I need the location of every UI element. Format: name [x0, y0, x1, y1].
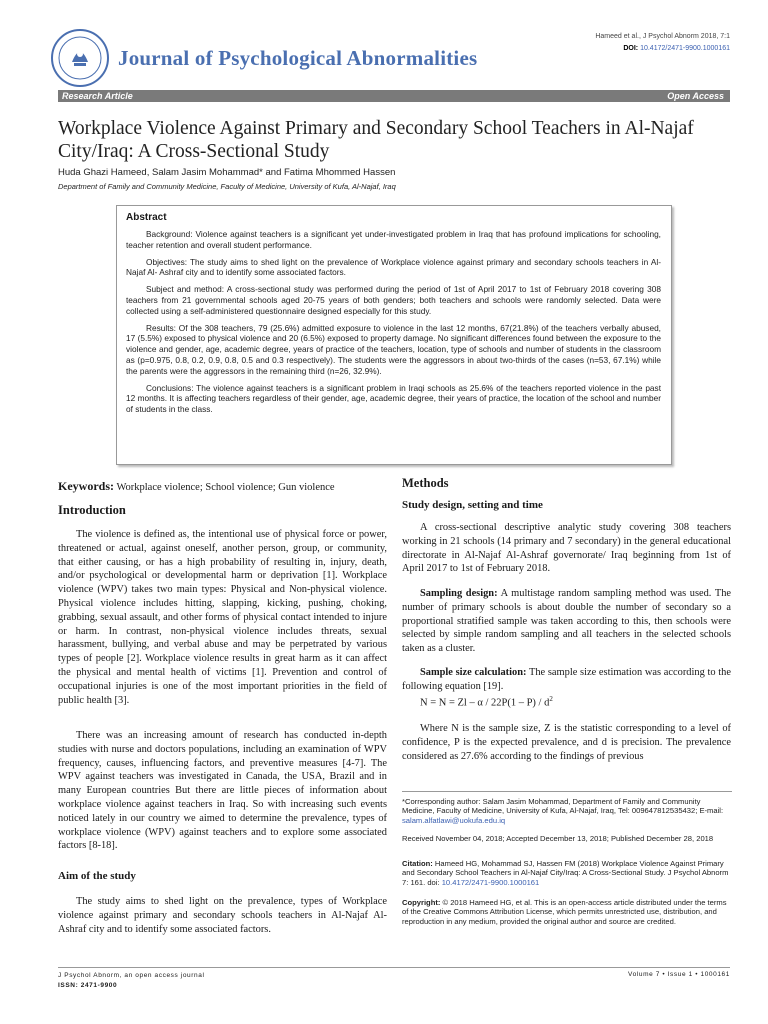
abstract-body: [126, 229, 661, 421]
article-title: Workplace Violence Against Primary and Secondary School Teachers in Al-Najaf City/Iraq: A Cross-Sectional Study: [58, 118, 694, 162]
footer-issn: ISSN: 2471-9900: [58, 982, 118, 989]
keywords-text: Workplace violence; School violence; Gun violence: [116, 482, 335, 493]
keywords: [58, 479, 335, 494]
authors: Huda Ghazi Hameed, Salam Jasim Mohammad* and Fatima Mhommed Hassen: [58, 167, 396, 178]
doi-line: [623, 45, 730, 52]
intro-paragraph-1: The violence is defined as, the intentional use of physical force or power, threatened or actual, against oneself, another person, group, or community, that either causing, or has a high probability of resulting in, injury, death, and/or psychological or developmental harm or deprivation [1]. Workplace violence (WPV) takes two main types: Physical and Non-physical violence. Physical violence includes hitting, slapping, kicking, pushing, choking, grabbing, sexual assault, and other forms of physical contact intended to injure or harm. In contrast, non-physical violence includes threats, sexual harassment, bullying, and verbal abuse and may be perpetrated by various types of people [2]. Workplace violence results in great harm as it can affect the physical and mental health of victims [1]. Prevention and control of occupational injuries is one of the most important priorities in the field of public health [3].: [58, 529, 387, 706]
citation-text: Hameed HG, Mohammad SJ, Hassen FM (2018) Workplace Violence Against Primary and Secondary School Teachers in Al-Najaf City/Iraq: A Cross-Sectional Study. J Psychol Abnorm 7: 161. doi:: [402, 859, 729, 887]
article-type-banner: [58, 90, 730, 102]
footnote-divider: [402, 791, 732, 792]
footer-divider: [58, 967, 730, 968]
open-access-label: Open Access: [667, 91, 724, 101]
abstract-conclusions: Conclusions: The violence against teachers is a significant problem in Iraqi schools as 25.6% of the teachers reported violence in the past 12 months. It is affecting teachers regardless of their gender, age, academic degree, their years of practice, the location of the school and number of students in the class.: [126, 382, 661, 415]
sample-size-equation: [420, 695, 553, 709]
author-email-link[interactable]: salam.alfatlawi@uokufa.edu.iq: [402, 815, 506, 825]
sampling-paragraph: [402, 587, 731, 656]
footer-journal: J Psychol Abnorm, an open access journal: [58, 972, 205, 979]
sample-size-label: Sample size calculation:: [420, 667, 527, 678]
doi-link[interactable]: 10.4172/2471-9900.1000161: [640, 45, 730, 52]
affiliation: Department of Family and Community Medicine, Faculty of Medicine, University of Kufa, Al-Najaf, Iraq: [58, 182, 396, 191]
correspondence-text: *Corresponding author: Salam Jasim Mohammad, Department of Family and Community Medicine, Faculty of Medicine, University of Kufa, Al-Najaf, Iraq, Tel: 009647812535432; E-mail:: [402, 797, 724, 816]
design-heading: Study design, setting and time: [402, 499, 543, 511]
where-paragraph: Where N is the sample size, Z is the statistic corresponding to a level of confidence, P is the expected prevalence, and d is precision. The prevalence considered as 27.6% according to the findings of previous: [402, 723, 731, 762]
sample-size-text: The sample size estimation was according to the following equation [19].: [402, 667, 731, 692]
design-paragraph: A cross-sectional descriptive analytic study covering 308 teachers working in 21 schools (14 primary and 7 secondary) in the general educational directorate in Al-Najaf Al-Ashraf governorate/ Iraq beginning from 1st of April 2017 to 1st of February 2018.: [402, 522, 731, 575]
abstract-results: Results: Of the 308 teachers, 79 (25.6%) admitted exposure to violence in the last 12 months, 67(21.8%) of the teachers verbally abused, 17 (5.5%) exposed to physical violence and 20 (6.5%) exposed to property damage. No significant differences found between the exposure to the violence and gender, age, academic degree, years of practice of the teachers, location, type of schools and number of students in the classroom as (p=0.975, 0.8, 0.2, 0.9, 0.8, 0.5 and 0.3 respectively). The students were the aggressors in about two-thirds of the cases (n=53, 67.1%) while the parents were the aggressors in the remaining third (n=26, 32.9%).: [126, 322, 661, 376]
intro-paragraph-2: There was an increasing amount of research has conducted in-depth studies with nurse and doctors populations, including an examination of WPV frequency, causes, influencing factors, and preventive measures [4-7]. The WPV against teachers was investigated in Canada, the USA, Brazil and in many European countries But there are little pieces of information about workplace violence against teachers in Iraq. So with increasing such events noticed lately in our country we aimed to determine the prevalence, types of workplace violence (WPV) against teachers and to explore some associated factors [8-18].: [58, 730, 387, 852]
aim-heading: Aim of the study: [58, 870, 136, 882]
methods-heading: Methods: [402, 476, 449, 490]
abstract-objectives: Objectives: The study aims to shed light on the prevalence of Workplace violence against primary and secondary schools teachers in Al-Najaf Al- Ashraf city and to identify some associated factors.: [126, 256, 661, 278]
intro-heading: Introduction: [58, 503, 126, 517]
dates-note: Received November 04, 2018; Accepted December 13, 2018; Published December 28, 2018: [402, 834, 714, 843]
citation-line: Hameed et al., J Psychol Abnorm 2018, 7:1: [595, 33, 730, 40]
sampling-text: A multistage random sampling method was used. The number of primary schools is about double the number of secondary so a proportional stratified sample was taken according to this, then schools were selected by simple random sampling and all teachers in the selected schools taken as a cluster.: [402, 588, 731, 655]
equation-text: N = N = Zl – α / 22P(1 – P) / d: [420, 697, 550, 709]
copyright-text: © 2018 Hameed HG, et al. This is an open-access article distributed under the terms of the Creative Commons Attribution License, which permits unrestricted use, distribution, and reproduction in any medium, provided the original author and source are credited.: [402, 898, 727, 926]
citation-note: [402, 859, 732, 887]
article-type-label: Research Article: [62, 91, 133, 101]
doi-label: DOI:: [623, 45, 639, 52]
copyright-note: [402, 898, 732, 926]
abstract-heading: Abstract: [126, 212, 167, 223]
equation-exponent: 2: [549, 695, 553, 703]
abstract-method: Subject and method: A cross-sectional study was performed during the period of 1st of April 2017 to 1st of February 2018 covering 308 teachers from 21 governmental schools aged 20-75 years of both genders; both teachers and schools were randomly selected. Data were collected using a self-administered questionnaire designed especially for this study.: [126, 284, 661, 316]
keywords-label: Keywords:: [58, 479, 114, 493]
footer-volume: Volume 7 • Issue 1 • 1000161: [628, 971, 730, 978]
citation-doi-link[interactable]: 10.4172/2471-9900.1000161: [441, 877, 540, 887]
sample-size-paragraph: [402, 666, 731, 694]
correspondence-note: [402, 797, 732, 825]
citation-label: Citation:: [402, 859, 433, 868]
abstract-box: [116, 205, 672, 465]
copyright-label: Copyright:: [402, 898, 441, 907]
aim-paragraph: The study aims to shed light on the prevalence, types of Workplace violence against primary and secondary schools teachers in Al-Najaf Al- Ashraf city and to identify some associated factors.: [58, 896, 387, 935]
abstract-background: Background: Violence against teachers is a significant yet under-investigated problem in Iraq that has profound implications for schooling, teacher retention and overall student performance.: [126, 229, 661, 250]
sampling-label: Sampling design:: [420, 588, 498, 599]
journal-title: Journal of Psychological Abnormalities: [118, 46, 478, 70]
journal-logo: [50, 28, 110, 88]
footer-journal-info: [58, 971, 204, 991]
